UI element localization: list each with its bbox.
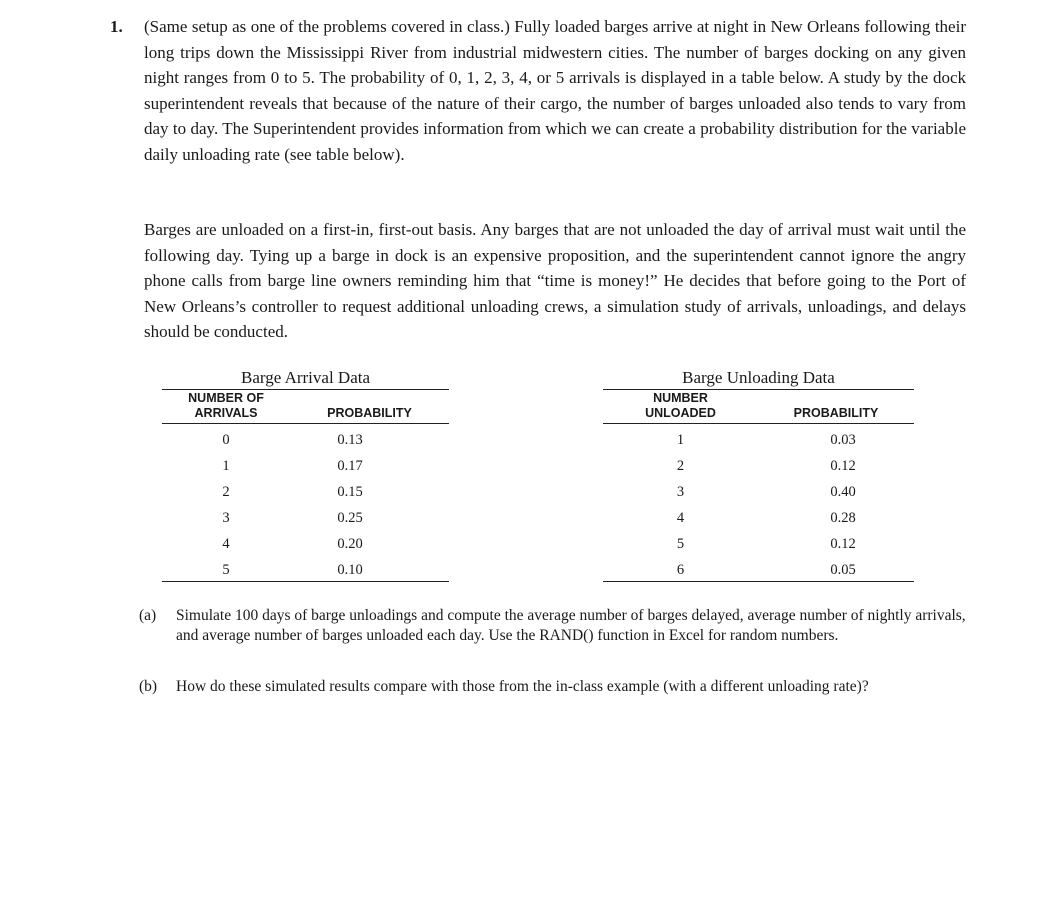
unloading-value-cell: 3 xyxy=(676,484,685,500)
arrival-probability-cell: 0.10 xyxy=(337,562,363,578)
arrival-value-cell: 4 xyxy=(222,536,230,552)
unloading-col-header-number xyxy=(603,391,758,421)
arrival-col-header-number xyxy=(162,391,290,421)
unloading-value-cell: 2 xyxy=(676,458,685,474)
arrival-probability-cell: 0.17 xyxy=(337,458,363,474)
unloading-value-cell: 5 xyxy=(676,536,685,552)
problem-paragraph-1: (Same setup as one of the problems covered in class.) Fully loaded barges arrive at night in New Orleans following their long trips down the Mississippi River from industrial midwestern cities. The number of barges docking on any given night ranges from 0 to 5. The probability of 0, 1, 2, 3, 4, or 5 arrivals is displayed in a table below. A study by the dock superintendent reveals that because of the nature of their cargo, the number of barges unloaded also tends to vary from day to day. The Superintendent provides information from which we can create a probability distribution for the variable daily unloading rate (see table below). xyxy=(144,17,966,164)
arrival-probability-cell: 0.13 xyxy=(337,432,363,448)
arrival-value-cell: 1 xyxy=(222,458,230,474)
arrival-probability-cell: 0.20 xyxy=(337,536,363,552)
arrival-value-cell: 2 xyxy=(222,484,230,500)
unloading-probability-cell: 0.05 xyxy=(830,562,856,578)
subquestion-a-text: Simulate 100 days of barge unloadings and compute the average number of barges delayed, average number of nightly arrivals, and average number of barges unloaded each day. Use the RAND() function in Excel for random numbers. xyxy=(176,607,966,644)
arrival-table-bottom-rule xyxy=(162,581,449,582)
unloading-col-header-line2: UNLOADED xyxy=(645,406,716,420)
arrival-col-header-line1: NUMBER OF xyxy=(188,391,264,405)
arrival-table-title: Barge Arrival Data xyxy=(240,368,371,387)
arrival-value-cell: 0 xyxy=(222,432,230,448)
unloading-col-header-line1: NUMBER xyxy=(653,391,708,405)
arrival-col-header-line2: ARRIVALS xyxy=(194,406,258,420)
unloading-probability-cell: 0.12 xyxy=(830,458,856,474)
unloading-value-cell: 1 xyxy=(676,432,685,448)
barge-unloading-table xyxy=(603,368,914,586)
arrival-table-top-rule xyxy=(162,389,449,390)
arrival-probability-cell: 0.25 xyxy=(337,510,363,526)
unloading-probability-cell: 0.40 xyxy=(830,484,856,500)
subquestion-b-label: (b) xyxy=(139,678,158,695)
unloading-value-cell: 4 xyxy=(676,510,685,526)
subquestion-a-label: (a) xyxy=(139,607,157,624)
unloading-table-bottom-rule xyxy=(603,581,914,582)
unloading-probability-cell: 0.28 xyxy=(830,510,856,526)
problem-paragraph-2: Barges are unloaded on a first-in, first-out basis. Any barges that are not unloaded the day of arrival must wait until the following day. Tying up a barge in dock is an expensive proposition, and the superintendent cannot ignore the angry phone calls from barge line owners reminding him that “time is money!” He decides that before going to the Port of New Orleans’s controller to request additional unloading crews, a simulation study of arrivals, unloadings, and delays should be conducted. xyxy=(144,220,966,341)
unloading-value-cell: 6 xyxy=(676,562,685,578)
arrival-probability-cell: 0.15 xyxy=(337,484,363,500)
arrival-table-header-rule xyxy=(162,423,449,424)
problem-number: 1. xyxy=(110,17,123,36)
unloading-probability-cell: 0.12 xyxy=(830,536,856,552)
unloading-probability-cell: 0.03 xyxy=(830,432,856,448)
arrival-col-header-probability: PROBABILITY xyxy=(327,406,412,420)
arrival-value-cell: 3 xyxy=(222,510,230,526)
unloading-col-header-probability: PROBABILITY xyxy=(793,406,879,420)
unloading-table-top-rule xyxy=(603,389,914,390)
barge-arrival-table xyxy=(162,368,449,586)
unloading-table-header-rule xyxy=(603,423,914,424)
subquestion-b-text: How do these simulated results compare with those from the in-class example (with a different unloading rate)? xyxy=(176,678,869,695)
unloading-table-title: Barge Unloading Data xyxy=(682,368,835,387)
arrival-value-cell: 5 xyxy=(222,562,230,578)
